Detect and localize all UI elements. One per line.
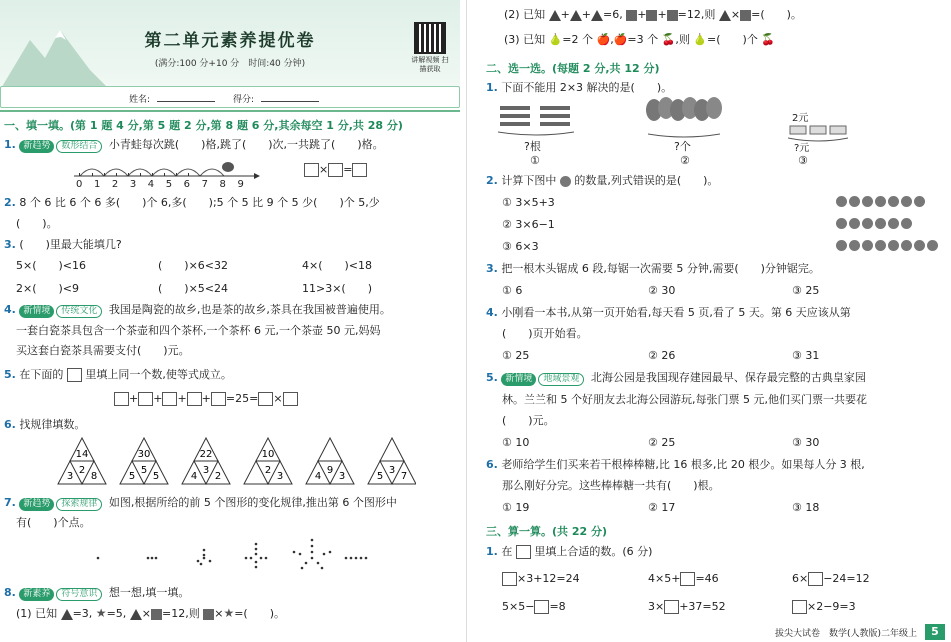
question-text: 想一想,填一填。 <box>108 586 190 599</box>
q8-part-3: (3) 已知 🍐=2 个 🍎,🍎=3 个 🍒,则 🍐=( )个 🍒 <box>504 33 776 46</box>
answer-box[interactable] <box>138 392 153 406</box>
ball-icon <box>560 176 571 187</box>
c1-c-label: ?元 <box>794 143 810 154</box>
qr-label: 讲解视频 扫描获取 <box>411 56 449 73</box>
question-text: 小刚看一本书,从第一页开始看,每天看 5 页,看了 5 天。第 6 天应该从第 <box>501 306 851 319</box>
expr: 6× <box>792 572 809 585</box>
ball-grid-row-1 <box>836 196 927 210</box>
q8-part-1: (1) 已知 =3, ★=5, × =12,则 ×★=( )。 <box>16 606 286 620</box>
tag-topic: 数形结合 <box>56 140 102 153</box>
calc-item-f <box>792 600 856 614</box>
calc-item-d <box>502 600 566 614</box>
question-number: 8. <box>4 586 16 599</box>
exam-header <box>0 0 460 112</box>
question-5 <box>4 368 232 382</box>
question-number: 5. <box>4 368 16 381</box>
box-icon <box>516 545 531 559</box>
section-3-heading: 三、算一算。(共 22 分) <box>486 525 608 538</box>
score-label: 得分: <box>233 95 255 105</box>
question-2-cont: ( )。 <box>16 217 58 230</box>
score-field[interactable] <box>261 92 319 102</box>
calc-1 <box>486 545 652 559</box>
question-2 <box>4 196 380 210</box>
question-number: 7. <box>4 496 16 509</box>
star-icon: ★ <box>223 606 235 620</box>
equation-middle: =25= <box>225 392 259 405</box>
triangle-cell-r: 3 <box>276 471 284 482</box>
number-triangle <box>244 438 292 484</box>
q3-item-b: ( )×6<32 <box>158 259 229 272</box>
answer-box[interactable] <box>304 163 319 177</box>
number-line-ticks: 0 1 2 3 4 5 6 7 8 9 <box>76 179 249 190</box>
erasers-illustration <box>788 124 852 144</box>
tag-topic: 符号意识 <box>56 588 102 601</box>
part-text: =5, <box>106 607 127 620</box>
answer-box[interactable] <box>114 392 129 406</box>
part-text: =( )。 <box>751 8 802 21</box>
question-number: 4. <box>4 303 16 316</box>
tag-badge: 新趋势 <box>19 140 54 153</box>
c6-option-b[interactable]: ② 17 <box>648 501 676 514</box>
choice-5-cont: 林。兰兰和 5 个好朋友去北海公园游玩,每张门票 5 元,他们买门票一共要花 <box>502 393 867 406</box>
answer-box[interactable] <box>328 163 343 177</box>
tag-badge: 新情境 <box>19 305 54 318</box>
triangle-cell-r: 3 <box>338 471 346 482</box>
calc-item-e <box>648 600 726 614</box>
choice-1 <box>486 81 672 95</box>
expr: =46 <box>695 572 719 585</box>
calc-item-a <box>502 572 580 586</box>
triangle-cell-m: 9 <box>326 465 334 476</box>
c5-option-a[interactable]: ① 10 <box>502 436 530 449</box>
choice-5-cont2: ( )元。 <box>502 414 555 427</box>
question-number: 6. <box>486 458 498 471</box>
question-4 <box>4 303 391 318</box>
question-number: 2. <box>486 174 498 187</box>
q3-item-f: 11>3×( ) <box>302 282 373 295</box>
triangle-icon <box>61 609 73 620</box>
question-text: 在下面的 <box>19 368 64 381</box>
question-text: 在 <box>501 545 513 558</box>
expr: −24=12 <box>823 572 870 585</box>
triangle-cell-l: 5 <box>376 471 384 482</box>
number-triangle <box>368 438 416 484</box>
box-icon <box>67 368 82 382</box>
triangle-icon <box>719 10 731 21</box>
part-text: =12,则 <box>677 8 716 21</box>
apple-icon: 🍎 <box>613 33 628 46</box>
question-text: 如图,根据所给的前 5 个图形的变化规律,推出第 6 个图形中 <box>108 496 397 509</box>
page-footer <box>721 622 951 642</box>
question-4-cont2: 买这套白瓷茶具需要支付( )元。 <box>16 344 190 357</box>
question-text: 的数量,列式错误的是( )。 <box>574 174 719 187</box>
section-2-heading: 二、选一选。(每题 2 分,共 12 分) <box>486 62 660 75</box>
q5-equation: + + + + =25= × <box>114 392 298 406</box>
frog-icon <box>222 162 234 172</box>
question-text: 把一根木头锯成 6 段,每锯一次需要 5 分钟,需要( )分钟锯完。 <box>501 262 820 275</box>
question-number: 3. <box>486 262 498 275</box>
calc-item-b <box>648 572 719 586</box>
question-8 <box>4 586 189 601</box>
expr: 5×5− <box>502 600 535 613</box>
part-label: (3) 已知 <box>504 33 546 46</box>
triangle-cell-r: 2 <box>214 471 222 482</box>
choice-4 <box>486 306 851 320</box>
expr: =8 <box>549 600 566 613</box>
tag-badge: 新素养 <box>19 588 54 601</box>
choice-3 <box>486 262 820 276</box>
choice-2 <box>486 174 718 188</box>
number-triangle <box>306 438 354 484</box>
triangle-cell-top: 10 <box>261 449 275 460</box>
question-text: 我国是陶瓷的故乡,也是茶的故乡,茶具在我国被普遍使用。 <box>108 303 391 316</box>
c4-option-c[interactable]: ③ 31 <box>792 349 820 362</box>
triangle-cell-m: 5 <box>140 465 148 476</box>
c2-option-c[interactable]: ③ 6×3 <box>502 240 539 253</box>
tag-topic: 地域景观 <box>538 373 584 386</box>
triangle-icon <box>591 10 603 21</box>
q3-item-a: 5×( )<16 <box>16 259 87 272</box>
question-text: 北海公园是我国现存建园最早、保存最完整的古典皇家园 <box>590 371 866 384</box>
answer-box[interactable] <box>664 600 679 614</box>
expr: 3× <box>648 600 665 613</box>
part-text: =6, <box>603 8 623 21</box>
triangle-cell-m: 2 <box>78 465 86 476</box>
name-field[interactable] <box>157 92 215 102</box>
triangle-cell-l: 3 <box>66 471 74 482</box>
ball-grid-row-3 <box>836 240 940 254</box>
triangle-cell-r: 5 <box>152 471 160 482</box>
cherry-icon: 🍒 <box>761 33 776 46</box>
c3-option-a[interactable]: ① 6 <box>502 284 523 297</box>
page-title: 第二单元素养提优卷 <box>144 31 316 51</box>
part-text: =3 个 <box>627 33 659 46</box>
square-icon <box>646 10 657 21</box>
question-7 <box>4 496 397 511</box>
part-text: ,则 <box>675 33 690 46</box>
name-score-bar <box>0 86 460 108</box>
c1-option-1[interactable]: ① <box>530 154 540 167</box>
c5-option-c[interactable]: ③ 30 <box>792 436 820 449</box>
q3-item-d: 2×( )<9 <box>16 282 80 295</box>
q3-item-c: 4×( )<18 <box>302 259 373 272</box>
question-text: 老师给学生们买来若干根棒棒糖,比 16 根多,比 20 根少。如果每人分 3 根, <box>501 458 865 471</box>
calc-item-c <box>792 572 870 586</box>
part-text: =2 个 <box>562 33 593 46</box>
page-divider <box>466 0 467 642</box>
triangle-cell-r: 8 <box>90 471 98 482</box>
section-1-heading: 一、填一填。(第 1 题 4 分,第 5 题 2 分,第 8 题 6 分,其余每空 1 分,共 28 分) <box>4 119 403 132</box>
triangle-cell-l: 5 <box>128 471 136 482</box>
question-text: ( )里最大能填几? <box>19 238 122 251</box>
part-text: =( )个 <box>707 33 758 46</box>
c2-option-a[interactable]: ① 3×5+3 <box>502 196 555 209</box>
choice-6 <box>486 458 865 472</box>
expr: ×3+12=24 <box>517 572 580 585</box>
question-text: 里填上同一个数,使等式成立。 <box>85 368 232 381</box>
question-text: 计算下图中 <box>501 174 557 187</box>
part-label: (1) 已知 <box>16 607 58 620</box>
choice-5 <box>486 371 866 386</box>
question-text: 里填上合适的数。(6 分) <box>534 545 653 558</box>
dot-pattern-diagram <box>80 536 380 576</box>
question-text: 下面不能用 2×3 解决的是( )。 <box>501 81 673 94</box>
choice-6-cont: 那么刚好分完。这些棒棒糖一共有( )根。 <box>502 479 720 492</box>
triangle-cell-m: 2 <box>264 465 272 476</box>
expr: +37=52 <box>679 600 726 613</box>
tag-topic: 传统文化 <box>56 305 102 318</box>
triangle-cell-top: 14 <box>75 449 89 460</box>
question-number: 2. <box>4 196 16 209</box>
c4-option-b[interactable]: ② 26 <box>648 349 676 362</box>
left-column <box>0 0 460 620</box>
answer-box[interactable] <box>211 392 226 406</box>
pear-icon: 🍐 <box>693 33 708 46</box>
question-text: 找规律填数。 <box>19 418 86 431</box>
number-triangle <box>120 438 168 484</box>
footer-brand: 拔尖大试卷 数学(人教版)二年级上 <box>774 629 917 639</box>
page-number: 5 <box>925 624 945 640</box>
question-1 <box>4 138 384 153</box>
triangle-cell-m: 3 <box>388 465 396 476</box>
page-subtitle: (满分:100 分+10 分 时间:40 分钟) <box>154 59 306 69</box>
q1-answer-boxes: × = <box>304 163 367 177</box>
c1-a-label: ?根 <box>524 140 541 153</box>
name-label: 姓名: <box>129 95 151 105</box>
expr: 4×5+ <box>648 572 681 585</box>
answer-box[interactable] <box>187 392 202 406</box>
star-icon: ★ <box>95 606 107 620</box>
balloons-illustration <box>644 96 724 140</box>
ball-grid-row-2 <box>836 218 914 232</box>
tag-badge: 新趋势 <box>19 498 54 511</box>
number-triangle <box>182 438 230 484</box>
answer-box[interactable] <box>534 600 549 614</box>
sticks-illustration <box>496 100 576 138</box>
part-text: =3, <box>72 607 93 620</box>
answer-box[interactable] <box>792 600 807 614</box>
answer-box[interactable] <box>258 392 273 406</box>
c2-option-b[interactable]: ② 3×6−1 <box>502 218 555 231</box>
answer-box[interactable] <box>283 392 298 406</box>
answer-box[interactable] <box>808 572 823 586</box>
answer-box[interactable] <box>352 163 367 177</box>
triangle-cell-top: 22 <box>199 449 213 460</box>
triangle-cell-l: 4 <box>314 471 322 482</box>
triangle-cell-m: 3 <box>202 465 210 476</box>
question-number: 3. <box>4 238 16 251</box>
triangle-icon <box>549 10 561 21</box>
question-6 <box>4 418 85 432</box>
triangle-icon <box>570 10 582 21</box>
number-triangle <box>58 438 106 484</box>
part-text: =12,则 <box>162 607 200 620</box>
pear-icon: 🍐 <box>548 33 563 46</box>
part-label: (2) 已知 <box>504 8 546 21</box>
tag-topic: 探索规律 <box>56 498 102 511</box>
question-number: 5. <box>486 371 498 384</box>
question-3 <box>4 238 122 252</box>
c3-option-c[interactable]: ③ 25 <box>792 284 820 297</box>
part-text: =( )。 <box>234 607 286 620</box>
c1-c-price: 2元 <box>792 113 809 124</box>
square-icon <box>740 10 751 21</box>
qr-code-icon[interactable] <box>414 22 446 54</box>
c1-b-label: ?个 <box>674 140 691 153</box>
question-text: 小青蛙每次跳( )格,跳了( )次,一共跳了( )格。 <box>108 138 384 151</box>
question-7-cont: 有( )个点。 <box>16 516 91 529</box>
q8-part-2: (2) 已知 + + =6, + + =12,则 × =( )。 <box>504 8 802 21</box>
triangle-cell-r: 7 <box>400 471 408 482</box>
c4-option-a[interactable]: ① 25 <box>502 349 530 362</box>
triangle-cell-l: 4 <box>190 471 198 482</box>
c6-option-a[interactable]: ① 19 <box>502 501 530 514</box>
cherry-icon: 🍒 <box>661 33 676 46</box>
c1-option-3[interactable]: ③ <box>798 154 808 167</box>
triangle-pattern-diagram <box>56 436 416 486</box>
expr: ×2−9=3 <box>807 600 856 613</box>
question-number: 1. <box>486 81 498 94</box>
question-number: 6. <box>4 418 16 431</box>
square-icon <box>151 609 162 620</box>
question-number: 1. <box>4 138 16 151</box>
square-icon <box>667 10 678 21</box>
c5-option-b[interactable]: ② 25 <box>648 436 676 449</box>
square-icon <box>203 609 214 620</box>
triangle-icon <box>130 609 142 620</box>
square-icon <box>626 10 637 21</box>
c3-option-b[interactable]: ② 30 <box>648 284 676 297</box>
c6-option-c[interactable]: ③ 18 <box>792 501 820 514</box>
triangle-cell-top: 30 <box>137 449 151 460</box>
question-number: 1. <box>486 545 498 558</box>
c1-option-2[interactable]: ② <box>680 154 690 167</box>
question-text: 8 个 6 比 6 个 6 多( )个 6,多( );5 个 5 比 9 个 5 少( )个 5,少 <box>19 196 380 209</box>
answer-box[interactable] <box>680 572 695 586</box>
question-number: 4. <box>486 306 498 319</box>
answer-box[interactable] <box>162 392 177 406</box>
answer-box[interactable] <box>502 572 517 586</box>
question-4-cont: 一套白瓷茶具包含一个茶壶和四个茶杯,一个茶杯 6 元,一个茶壶 50 元,妈妈 <box>16 324 381 337</box>
apple-icon: 🍎 <box>596 33 611 46</box>
q3-item-e: ( )×5<24 <box>158 282 229 295</box>
tag-badge: 新情境 <box>501 373 536 386</box>
choice-4-cont: ( )页开始看。 <box>502 327 588 340</box>
